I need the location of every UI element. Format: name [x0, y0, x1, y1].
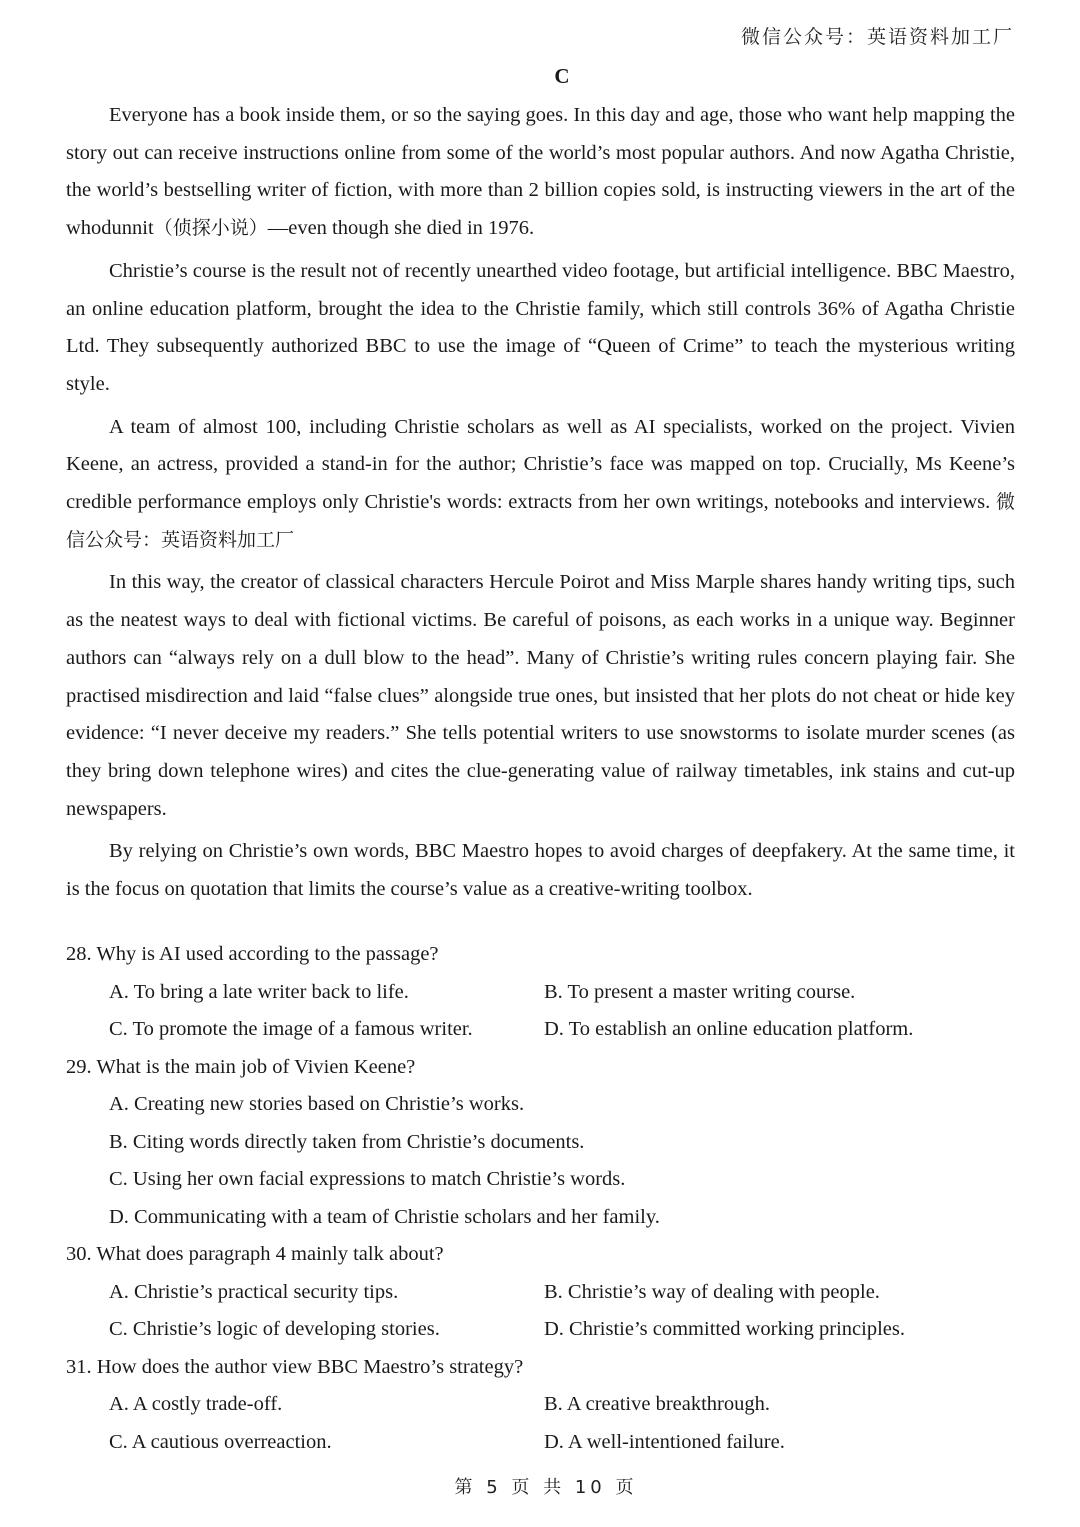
option-c[interactable]: C. Christie’s logic of developing stories.	[109, 1318, 440, 1340]
question-stem: 30. What does paragraph 4 mainly talk about?	[66, 1243, 444, 1265]
page-number: 第 5 页 共 10 页	[454, 1477, 638, 1498]
option-b[interactable]: B. Christie’s way of dealing with people.	[544, 1280, 880, 1303]
option-d[interactable]: D. Communicating with a team of Christie scholars and her family.	[109, 1205, 660, 1228]
option-c[interactable]: C. To promote the image of a famous writer.	[109, 1018, 473, 1040]
paragraph-3: A team of almost 100, including Christie scholars as well as AI specialists, worked on the project. Vivien Keene, an actress, provided a stand-in for the author; Christie’s face was mapped on top. Crucially, Ms Keene’s credible performance employs only Christie's words: extracts from her own writings, notebooks and interviews. 微信公众号：英语资料加工厂	[66, 415, 1015, 551]
question-31	[66, 1349, 1026, 1462]
question-list	[66, 936, 1026, 1461]
option-b[interactable]: B. Citing words directly taken from Christie’s documents.	[109, 1130, 585, 1153]
question-30	[66, 1236, 1026, 1349]
option-d[interactable]: D. A well-intentioned failure.	[544, 1430, 785, 1453]
paragraph-1: Everyone has a book inside them, or so the saying goes. In this day and age, those who want help mapping the story out can receive instructions online from some of the world’s most popular authors. And now Agatha Christie, the world’s bestselling writer of fiction, with more than 2 billion copies sold, is instructing viewers in the art of the whodunnit（侦探小说）—even though she died in 1976.	[66, 104, 1015, 240]
option-c[interactable]: C. Using her own facial expressions to match Christie’s words.	[109, 1168, 626, 1190]
option-b[interactable]: B. A creative breakthrough.	[544, 1393, 771, 1415]
question-stem: 31. How does the author view BBC Maestro’s strategy?	[66, 1355, 524, 1378]
question-stem: 29. What is the main job of Vivien Keene?	[66, 1055, 416, 1078]
option-d[interactable]: D. To establish an online education platform.	[544, 1018, 914, 1040]
inline-watermark: 微信公众号：英语资料加工厂	[66, 491, 1015, 551]
option-b[interactable]: B. To present a master writing course.	[544, 980, 856, 1003]
option-a[interactable]: A. Christie’s practical security tips.	[109, 1280, 399, 1303]
paragraph-4: In this way, the creator of classical characters Hercule Poirot and Miss Marple shares handy writing tips, such as the neatest ways to deal with fictional victims. Be careful of poisons, as each works in a unique way. Beginner authors can “always rely on a dull blow to the head”. Many of Christie’s writing rules concern playing fair. She practised misdirection and laid “false clues” alongside true ones, but insisted that her plots do not cheat or hide key evidence: “I never deceive my readers.” She tells potential writers to use snowstorms to isolate murder scenes (as they bring down telephone wires) and cites the clue-generating value of railway timetables, ink stains and cut-up newspapers.	[66, 571, 1015, 820]
option-a[interactable]: A. Creating new stories based on Christie’s works.	[109, 1093, 525, 1115]
header-watermark: 微信公众号：英语资料加工厂	[740, 26, 1014, 48]
chinese-gloss: （侦探小说）	[153, 217, 268, 240]
reading-passage	[66, 97, 1015, 914]
question-28	[66, 936, 1026, 1049]
question-stem: 28. Why is AI used according to the passage?	[66, 943, 439, 965]
question-29	[66, 1049, 1026, 1237]
option-a[interactable]: A. To bring a late writer back to life.	[109, 980, 409, 1003]
paragraph-5: By relying on Christie’s own words, BBC Maestro hopes to avoid charges of deepfakery. At the same time, it is the focus on quotation that limits the course’s value as a creative-writing toolbox.	[66, 840, 1015, 901]
option-a[interactable]: A. A costly trade-off.	[109, 1393, 283, 1415]
paragraph-2: Christie’s course is the result not of recently unearthed video footage, but artificial intelligence. BBC Maestro, an online education platform, brought the idea to the Christie family, which still controls 36% of Agatha Christie Ltd. They subsequently authorized BBC to use the image of “Queen of Crime” to teach the mysterious writing style.	[66, 259, 1015, 395]
section-title: C	[554, 64, 570, 88]
option-c[interactable]: C. A cautious overreaction.	[109, 1430, 332, 1453]
option-d[interactable]: D. Christie’s committed working principles.	[544, 1318, 905, 1340]
